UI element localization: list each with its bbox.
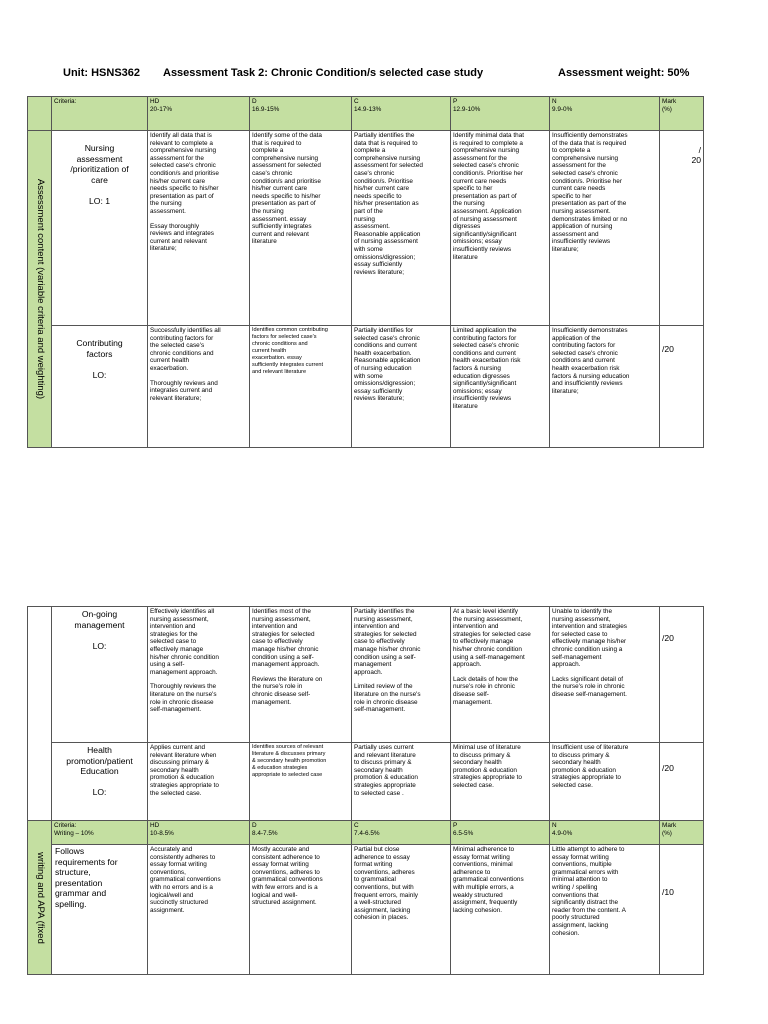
- row-health-promotion: [28, 743, 704, 821]
- row-contributing-factors: [28, 326, 704, 448]
- header-mark: Mark (%): [660, 97, 704, 131]
- header-criteria: Criteria:: [52, 97, 148, 131]
- cell-n: Insufficiently demonstrates application of the contributing factors for selected case's chronic conditions and current health exacerbation risk factors & nursing education and insufficiently reviews literature;: [550, 326, 660, 448]
- cell-n: Little attempt to adhere to essay format writing conventions, multiple grammatical errors with minimal attention to writing / spelling conventions that significantly distract the reader from the content. A poorly structured assignment, lacking cohesion.: [550, 845, 660, 975]
- cell-d: Identify some of the data that is required to complete a comprehensive nursing assessment for selected case's chronic condition/s and prioritise his/her current care needs specific to his/her presentation as part of the nursing assessment. essay sufficiently integrates current and relevant literature: [250, 131, 352, 326]
- criterion-writing: Follows requirements for structure, presentation grammar and spelling.: [52, 845, 148, 975]
- cell-n: Insufficiently demonstrates of the data that is required to complete a comprehensive nursing assessment for the selected case's chronic condition/s. Prioritise her current care needs specific to her presentation as part of the nursing assessment. demonstrates limited or no application of nursing assessment and insufficiently reviews literature;: [550, 131, 660, 326]
- mark-writing: /10: [660, 845, 704, 975]
- cell-c: Partially identifies for selected case's chronic conditions and current health exacerbation. Reasonable application of nursing education with some omissions/digression; essay sufficiently reviews literature;: [352, 326, 451, 448]
- cell-n: Insufficient use of literature to discuss primary & secondary health promotion & education strategies appropriate to selected case.: [550, 743, 660, 821]
- cell-p: Limited application the contributing factors for selected case's chronic conditions and current health exacerbation risk factors & nursing education digresses significantly/significant omissions; essay insufficiently reviews literature: [451, 326, 550, 448]
- criterion-nursing-assessment: Nursing assessment /prioritization of care LO: 1: [52, 131, 148, 326]
- header-d: D 8.4-7.5%: [250, 821, 352, 845]
- cell-d: Mostly accurate and consistent adherence to essay format writing conventions, adheres to grammatical conventions with few errors and is a logical and well- structured assignment.: [250, 845, 352, 975]
- header-criteria-writing: Criteria: Writing – 10%: [52, 821, 148, 845]
- rubric-table-content: [27, 96, 704, 448]
- cell-hd: Accurately and consistently adheres to essay format writing conventions, grammatical conventions with no errors and is a logical/well and succinctly structured assignment.: [148, 845, 250, 975]
- header-c: C 14.9-13%: [352, 97, 451, 131]
- mark-ongoing-management: /20: [660, 607, 704, 743]
- cell-c: Partial but close adherence to essay format writing conventions, adheres to grammatical conventions, but with frequent errors, mainly a well-structured assignment, lacking cohesion in places.: [352, 845, 451, 975]
- cell-p: Minimal use of literature to discuss primary & secondary health promotion & education strategies appropriate to selected case.: [451, 743, 550, 821]
- page-header: [0, 67, 768, 83]
- writing-header-row: [28, 821, 704, 845]
- row-ongoing-management: [28, 607, 704, 743]
- header-p: P 6.5-5%: [451, 821, 550, 845]
- header-n: N 4.9-0%: [550, 821, 660, 845]
- cell-hd: Effectively identifies all nursing assessment, intervention and strategies for the selected case to effectively manage his/her chronic condition using a self- management approach. Thoroughly reviews the literature on the nurse's role in chronic disease self-management.: [148, 607, 250, 743]
- mark-nursing-assessment: / 20: [660, 131, 704, 326]
- assessment-weight: Assessment weight: 50%: [558, 67, 690, 79]
- criterion-ongoing-management: On-going management LO:: [52, 607, 148, 743]
- cell-hd: Applies current and relevant literature when discussing primary & secondary health promotion & education strategies appropriate to the selected case.: [148, 743, 250, 821]
- side-label-writing: writing and APA (fixed: [28, 821, 52, 975]
- cell-c: Partially identifies the data that is required to complete a comprehensive nursing assessment for selected case's chronic condition/s. Prioritise his/her current care needs specific to his/her presentation as part of the nursing assessment. Reasonable application of nursing assessment with some omissions/digression; essay sufficiently reviews literature;: [352, 131, 451, 326]
- cell-d: Identifies common contributing factors for selected case's chronic conditions and current health exacerbation. essay sufficiently integrates current and relevant literature: [250, 326, 352, 448]
- header-d: D 16.9-15%: [250, 97, 352, 131]
- cell-hd: Identify all data that is relevant to complete a comprehensive nursing assessment for the selected case's chronic condition/s and prioritise his/her current care needs specific to his/her presentation as part of the nursing assessment. Essay thoroughly reviews and integrates current and relevant literature;: [148, 131, 250, 326]
- header-hd: HD 10-8.5%: [148, 821, 250, 845]
- header-p: P 12.9-10%: [451, 97, 550, 131]
- criterion-contributing-factors: Contributing factors LO:: [52, 326, 148, 448]
- unit-code: Unit: HSNS362: [63, 67, 141, 79]
- cell-p: Minimal adherence to essay format writing conventions, minimal adherence to grammatical conventions with multiple errors, a weakly structured assignment, frequently lacking cohesion.: [451, 845, 550, 975]
- header-corner: [28, 97, 52, 131]
- cell-n: Unable to identify the nursing assessment, intervention and strategies for selected case to effectively manage his/her chronic condition using a self-management approach. Lacks significant detail of the nurse's role in chronic disease self-management.: [550, 607, 660, 743]
- cell-c: Partially identifies the nursing assessment, intervention and strategies for selected case to effectively manage his/her chronic condition using a self- management approach. Limited review of the literature on the nurse's role in chronic disease self-management.: [352, 607, 451, 743]
- header-mark: Mark (%): [660, 821, 704, 845]
- row-nursing-assessment: [28, 131, 704, 326]
- header-hd: HD 20-17%: [148, 97, 250, 131]
- header-c: C 7.4-6.5%: [352, 821, 451, 845]
- rubric-table-continued: [27, 606, 704, 975]
- cell-p: Identify minimal data that is required to complete a comprehensive nursing assessment for the selected case's chronic condition/s. Prioritise her current care needs specific to her presentation as part of the nursing assessment. Application of nursing assessment digresses significantly/significant omissions; essay insufficiently reviews literature: [451, 131, 550, 326]
- cell-d: Identifies sources of relevant literature & discusses primary & secondary health promotion & education strategies appropriate to selected case: [250, 743, 352, 821]
- side-label-assessment-content: Assessment content (variable criteria and weighting): [28, 131, 52, 448]
- grade-header-row: [28, 97, 704, 131]
- cell-d: Identifies most of the nursing assessment, intervention and strategies for selected case to effectively manage his/her chronic condition using a self- management approach. Reviews the literature on the nurse's role in chronic disease self- management.: [250, 607, 352, 743]
- side-blank: [28, 607, 52, 821]
- cell-p: At a basic level identify the nursing assessment, intervention and strategies for selected case to effectively manage his/her chronic condition using a self-management approach. Lack details of how the nurse's role in chronic disease self- management.: [451, 607, 550, 743]
- mark-contributing-factors: /20: [660, 326, 704, 448]
- mark-health-promotion: /20: [660, 743, 704, 821]
- cell-hd: Successfully identifies all contributing factors for the selected case's chronic conditions and current health exacerbation. Thoroughly reviews and integrates current and relevant literature;: [148, 326, 250, 448]
- cell-c: Partially uses current and relevant literature to discuss primary & secondary health promotion & education strategies appropriate to selected case .: [352, 743, 451, 821]
- header-n: N 9.9-0%: [550, 97, 660, 131]
- task-title: Assessment Task 2: Chronic Condition/s selected case study: [163, 67, 484, 79]
- row-writing: [28, 845, 704, 975]
- criterion-health-promotion: Health promotion/patient Education LO:: [52, 743, 148, 821]
